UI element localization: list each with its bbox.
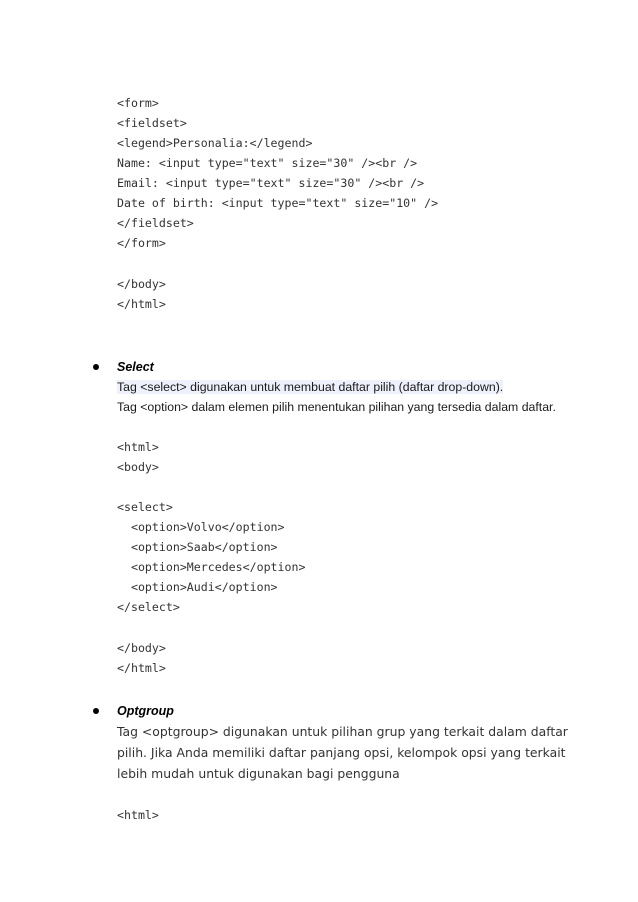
- bullet-icon: [93, 364, 99, 370]
- code-line: </body>: [117, 641, 166, 655]
- bullet-icon: [93, 708, 99, 714]
- code-line: </form>: [117, 236, 166, 250]
- code-line: <fieldset>: [117, 116, 187, 130]
- optgroup-description-line: lebih mudah untuk digunakan bagi pengguna: [117, 766, 400, 781]
- code-line: <option>Saab</option>: [117, 540, 278, 554]
- section-heading-optgroup: Optgroup: [117, 704, 174, 718]
- code-line: <body>: [117, 460, 159, 474]
- code-line: <select>: [117, 500, 173, 514]
- code-line: <html>: [117, 440, 159, 454]
- code-line: Date of birth: <input type="text" size="10" />: [117, 196, 439, 210]
- optgroup-description-line: pilih. Jika Anda memiliki daftar panjang opsi, kelompok opsi yang terkait: [117, 745, 566, 760]
- code-line: <html>: [117, 808, 159, 822]
- code-line: <option>Mercedes</option>: [117, 560, 306, 574]
- section-heading-select: Select: [117, 360, 154, 374]
- select-description-2: Tag <option> dalam elemen pilih menentukan pilihan yang tersedia dalam daftar.: [117, 400, 556, 414]
- code-line: Name: <input type="text" size="30" /><br />: [117, 156, 418, 170]
- code-line: </html>: [117, 297, 166, 311]
- code-line: Email: <input type="text" size="30" /><br />: [117, 176, 425, 190]
- code-line: <option>Audi</option>: [117, 580, 278, 594]
- select-description-1: [117, 380, 503, 395]
- code-line: </select>: [117, 600, 180, 614]
- select-description-1-text: Tag <select> digunakan untuk membuat daftar pilih (daftar drop-down).: [117, 380, 504, 394]
- code-line: <form>: [117, 96, 159, 110]
- code-line: <option>Volvo</option>: [117, 520, 285, 534]
- code-line: </html>: [117, 661, 166, 675]
- code-line: </body>: [117, 277, 166, 291]
- code-line: <legend>Personalia:</legend>: [117, 136, 313, 150]
- code-line: </fieldset>: [117, 216, 194, 230]
- optgroup-description-line: Tag <optgroup> digunakan untuk pilihan grup yang terkait dalam daftar: [117, 724, 568, 739]
